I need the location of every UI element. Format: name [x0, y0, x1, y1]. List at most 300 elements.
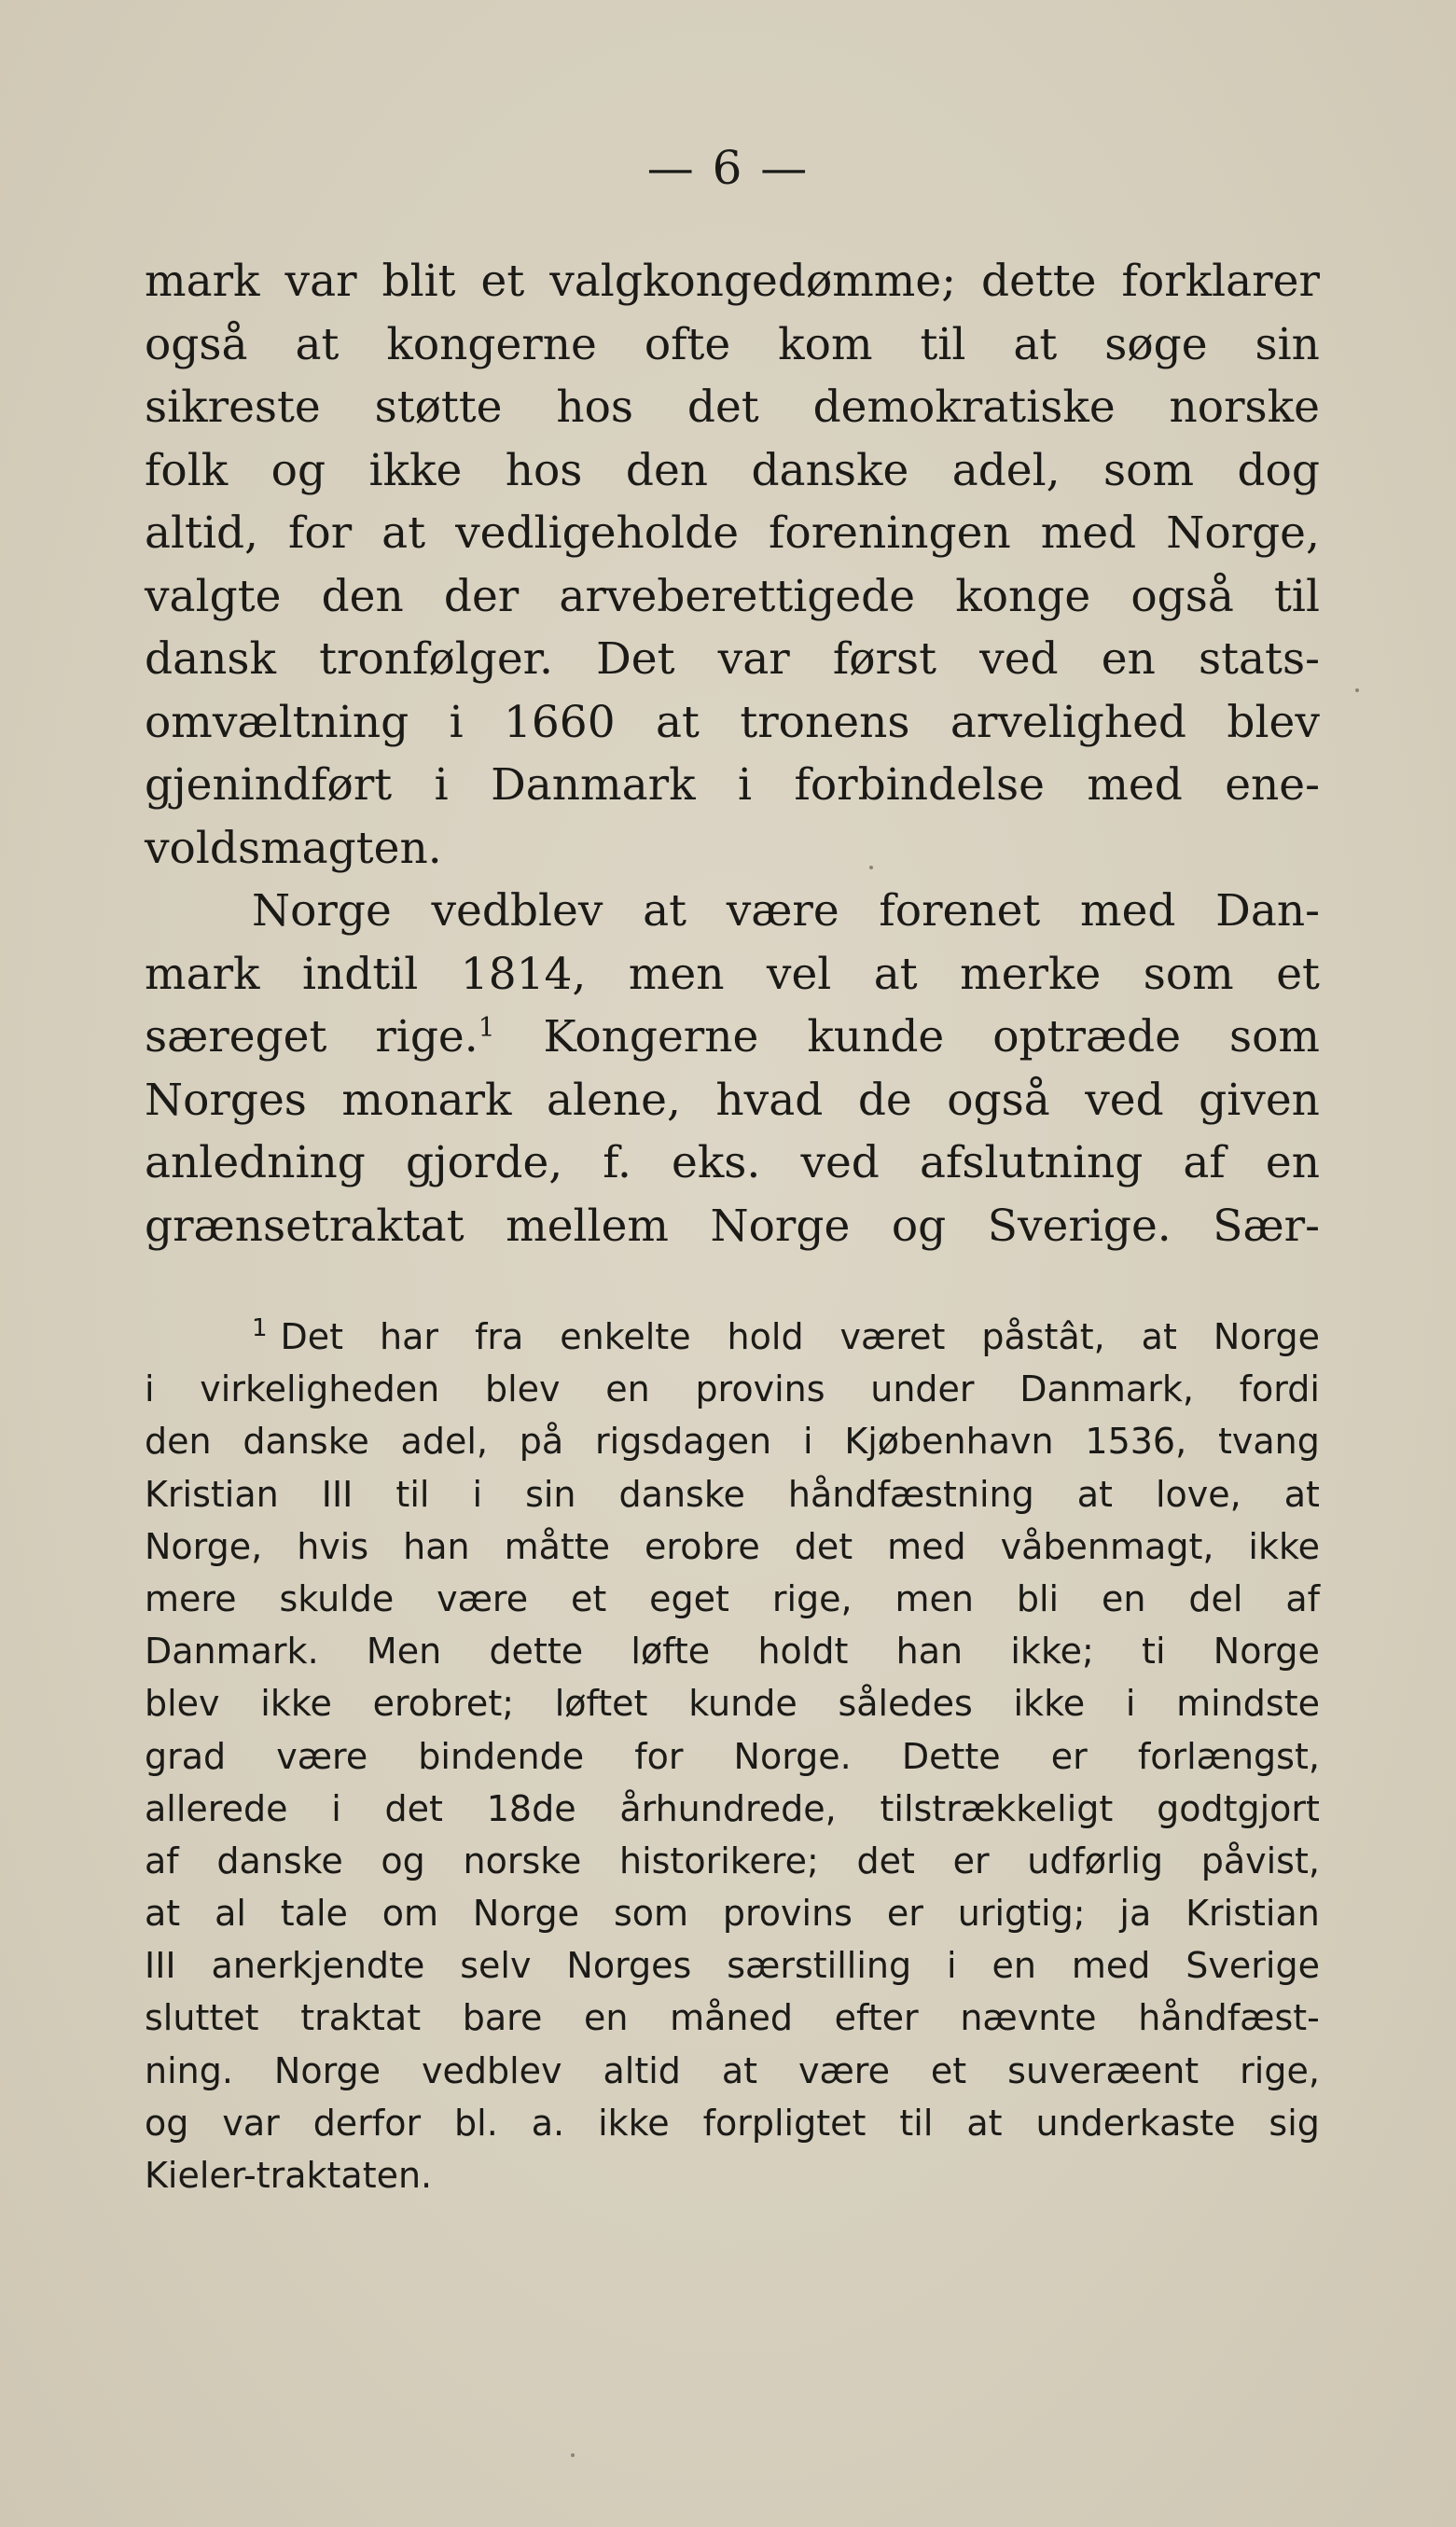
- word: norske: [463, 1840, 582, 1881]
- word: en: [1101, 633, 1156, 685]
- body-line: [145, 502, 1320, 565]
- word: er: [1050, 1735, 1088, 1777]
- word: blev: [484, 1368, 561, 1410]
- word: kunde: [807, 1011, 945, 1062]
- word: Norge: [1213, 1631, 1320, 1673]
- word: tale: [280, 1893, 348, 1935]
- word: til: [395, 1473, 430, 1515]
- word: eks.: [672, 1137, 761, 1188]
- word: i: [472, 1473, 483, 1515]
- word: en: [991, 1945, 1036, 1987]
- word: traktat: [300, 1997, 422, 2039]
- word: forenet: [879, 885, 1041, 937]
- word: alene,: [547, 1074, 681, 1126]
- word: folk: [145, 444, 229, 496]
- footnote-line: [145, 1415, 1320, 1467]
- word: Norges: [145, 1074, 307, 1126]
- word: Dette: [901, 1735, 1001, 1777]
- word: søge: [1104, 318, 1208, 370]
- footnote-marker: 1: [252, 1314, 268, 1343]
- word: Norge,: [1166, 507, 1320, 559]
- word: foreningen: [769, 507, 1011, 559]
- word: men: [628, 948, 725, 1000]
- word: men: [894, 1577, 974, 1619]
- footnote-line: [145, 1887, 1320, 1939]
- word: at: [1013, 318, 1058, 370]
- word: ikke: [260, 1683, 332, 1725]
- footnote-line: [145, 1939, 1320, 1992]
- word: til: [899, 2102, 934, 2144]
- body-text: [145, 250, 1320, 1257]
- word: valgkongedømme;: [549, 256, 957, 307]
- word: Sverige.: [987, 1200, 1172, 1252]
- word: historikere;: [618, 1840, 819, 1881]
- word: måtte: [504, 1525, 611, 1567]
- word: hvis: [297, 1525, 369, 1567]
- word: mellem: [506, 1200, 669, 1252]
- body-line: [145, 1132, 1320, 1195]
- word: særstilling: [727, 1945, 912, 1987]
- word: en: [605, 1368, 650, 1410]
- word: tvang: [1218, 1421, 1320, 1463]
- footnote-line: [145, 2149, 1320, 2201]
- footnote-line: [145, 1573, 1320, 1625]
- word: og: [270, 444, 326, 496]
- word: i: [145, 1368, 155, 1410]
- word: rigsdagen: [595, 1421, 772, 1463]
- footnote-line: [145, 1625, 1320, 1677]
- word: love,: [1155, 1473, 1241, 1515]
- word: Kristian: [1186, 1893, 1320, 1935]
- word: særeget: [145, 1011, 327, 1062]
- word: Det: [596, 633, 675, 685]
- word: urigtig;: [957, 1893, 1086, 1935]
- word: være: [798, 2049, 890, 2091]
- word: allerede: [145, 1787, 288, 1829]
- word: at: [873, 948, 918, 1000]
- word: hos: [505, 444, 583, 496]
- word: kom: [778, 318, 873, 370]
- body-line: [145, 439, 1320, 503]
- word: også: [1130, 570, 1234, 622]
- word: Det: [280, 1316, 344, 1357]
- word: efter: [834, 1997, 919, 2039]
- word: forbindelse: [794, 759, 1045, 811]
- word: 1814,: [460, 948, 587, 1000]
- word: bl.: [454, 2102, 498, 2144]
- footnote-line: [145, 1835, 1320, 1887]
- word: ikke: [1248, 1525, 1320, 1567]
- word: med: [1087, 759, 1183, 811]
- word: erobret;: [372, 1683, 515, 1725]
- word: erobre: [645, 1525, 760, 1567]
- footnote-line: [145, 1311, 1320, 1363]
- word: i: [434, 759, 449, 811]
- word: at: [1283, 1473, 1320, 1515]
- word: danske: [216, 1840, 343, 1881]
- word: som: [1143, 948, 1234, 1000]
- word: 1660: [504, 696, 616, 748]
- paper-speck: [869, 866, 873, 869]
- word: forlængst,: [1137, 1735, 1320, 1777]
- word: kongerne: [386, 318, 597, 370]
- word: danske: [618, 1473, 745, 1515]
- body-line: [145, 817, 1320, 881]
- word: påstât,: [981, 1316, 1105, 1357]
- word: løfte: [631, 1631, 711, 1673]
- body-line: [145, 691, 1320, 755]
- body-line: [145, 1006, 1320, 1069]
- word: på: [519, 1421, 564, 1463]
- word: rige.: [375, 1011, 478, 1062]
- word: gjorde,: [405, 1137, 563, 1188]
- footnote: [145, 1311, 1320, 2201]
- word-with-footnote: [375, 1006, 494, 1069]
- word: mere: [145, 1577, 237, 1619]
- word: en: [583, 1997, 629, 2039]
- footnote-line: [145, 2097, 1320, 2149]
- word: dog: [1237, 444, 1320, 496]
- word: mark: [145, 948, 260, 1000]
- word: bare: [462, 1997, 543, 2039]
- word: Kieler-traktaten.: [145, 2155, 433, 2196]
- word: til: [1274, 570, 1320, 622]
- word: med: [887, 1525, 966, 1567]
- word: eget: [649, 1577, 729, 1619]
- word: bindende: [418, 1735, 585, 1777]
- word: i: [738, 759, 753, 811]
- word: sin: [1255, 318, 1320, 370]
- word: merke: [960, 948, 1102, 1000]
- word: sin: [525, 1473, 576, 1515]
- word: rige,: [1240, 2049, 1320, 2091]
- word: i: [331, 1787, 341, 1829]
- word: Danmark: [491, 759, 696, 811]
- word: et: [930, 2049, 967, 2091]
- word: Norge.: [733, 1735, 852, 1777]
- body-line: [145, 1069, 1320, 1132]
- word: ved: [1085, 1074, 1164, 1126]
- word: ofte: [644, 318, 731, 370]
- word: at: [1076, 1473, 1113, 1515]
- word: at: [966, 2102, 1003, 2144]
- word: og: [145, 2102, 189, 2144]
- word: som: [1103, 444, 1195, 496]
- word: valgte: [145, 570, 282, 622]
- word: den: [145, 1421, 212, 1463]
- word: anerkjendte: [211, 1945, 425, 1987]
- word: tilstrækkeligt: [880, 1787, 1114, 1829]
- word: arvelighed: [950, 696, 1187, 748]
- word: stats-: [1199, 633, 1320, 685]
- footnote-line: [145, 1363, 1320, 1415]
- word: Kongerne: [543, 1011, 759, 1062]
- word: norske: [1169, 382, 1320, 433]
- word: det: [686, 382, 759, 433]
- word: det: [384, 1787, 443, 1829]
- word: ikke: [1013, 1683, 1086, 1725]
- word: var: [284, 256, 357, 307]
- word: 18de: [486, 1787, 576, 1829]
- word: grænsetraktat: [145, 1200, 465, 1252]
- word: forpligtet: [702, 2102, 867, 2144]
- footnote-line: [145, 1992, 1320, 2044]
- word: Norge,: [145, 1525, 263, 1567]
- word: var: [222, 2102, 280, 2144]
- word: fordi: [1239, 1368, 1320, 1410]
- word: voldsmagten.: [145, 822, 442, 874]
- word: som: [1229, 1011, 1320, 1062]
- word: med: [1040, 507, 1137, 559]
- word: for: [288, 507, 353, 559]
- word: sluttet: [145, 1997, 259, 2039]
- word: III: [321, 1473, 354, 1515]
- word: påvist,: [1200, 1840, 1320, 1881]
- word: at: [721, 2049, 758, 2091]
- word: det: [794, 1525, 853, 1567]
- word: støtte: [374, 382, 503, 433]
- word: udførlig: [1027, 1840, 1163, 1881]
- word: danske: [243, 1421, 369, 1463]
- body-line: [145, 754, 1320, 817]
- word: Norge: [273, 2049, 381, 2091]
- word: anledning: [145, 1137, 366, 1188]
- word: Danmark,: [1019, 1368, 1194, 1410]
- word: også: [947, 1074, 1050, 1126]
- word: var: [717, 633, 790, 685]
- word: Norge: [472, 1893, 580, 1935]
- word: de: [857, 1074, 912, 1126]
- word: afslutning: [919, 1137, 1144, 1188]
- word: et: [570, 1577, 607, 1619]
- word: monark: [341, 1074, 512, 1126]
- word: vel: [766, 948, 832, 1000]
- word: våbenmagt,: [1000, 1525, 1214, 1567]
- word: del: [1188, 1577, 1243, 1619]
- word: ene-: [1225, 759, 1320, 811]
- word: i: [449, 696, 464, 748]
- word: han: [895, 1631, 964, 1673]
- word: suveræent: [1007, 2049, 1199, 2091]
- word: håndfæstning: [787, 1473, 1034, 1515]
- word: den: [321, 570, 404, 622]
- word: arveberettigede: [559, 570, 916, 622]
- word: være: [726, 885, 839, 937]
- footnote-line: [145, 1520, 1320, 1573]
- body-line: [145, 880, 1320, 943]
- word: ti: [1142, 1631, 1166, 1673]
- word: Norges: [566, 1945, 692, 1987]
- word: mindste: [1176, 1683, 1320, 1725]
- word: ning.: [145, 2049, 233, 2091]
- word: i: [947, 1945, 957, 1987]
- word: Norge: [1213, 1316, 1320, 1357]
- word: han: [403, 1525, 470, 1567]
- word: af: [1183, 1137, 1226, 1188]
- word: under: [870, 1368, 975, 1410]
- word: al: [215, 1893, 246, 1935]
- word: mark: [145, 256, 260, 307]
- word: holdt: [757, 1631, 849, 1673]
- word: blit: [381, 256, 456, 307]
- word: adel,: [400, 1421, 488, 1463]
- word: altid: [603, 2049, 681, 2091]
- footnote-line: [145, 1783, 1320, 1835]
- word: også: [145, 318, 248, 370]
- word: for: [634, 1735, 684, 1777]
- word: ja: [1119, 1893, 1152, 1935]
- word: sikreste: [145, 382, 321, 433]
- word: et: [1276, 948, 1320, 1000]
- word: at: [1141, 1316, 1177, 1357]
- word: at: [145, 1893, 181, 1935]
- word: er: [952, 1840, 990, 1881]
- word: derfor: [312, 2102, 422, 2144]
- word: gjenindført: [145, 759, 393, 811]
- word: tronfølger.: [319, 633, 553, 685]
- word: århundrede,: [619, 1787, 837, 1829]
- body-line: [145, 313, 1320, 377]
- word: Norge: [710, 1200, 851, 1252]
- word: hos: [556, 382, 634, 433]
- word: ikke: [368, 444, 463, 496]
- footnote-line: [145, 2045, 1320, 2097]
- word: og: [381, 1840, 425, 1881]
- body-line: [145, 943, 1320, 1007]
- page-number: — 6 —: [646, 141, 810, 195]
- word: et: [480, 256, 525, 307]
- footnote-start: [252, 1311, 343, 1363]
- word: forklarer: [1121, 256, 1320, 307]
- word: a.: [531, 2102, 565, 2144]
- word: ved: [979, 633, 1059, 685]
- word: at: [643, 885, 687, 937]
- word: Norge: [252, 885, 392, 937]
- word: og: [891, 1200, 947, 1252]
- body-line: [145, 1195, 1320, 1258]
- word: 1536,: [1085, 1421, 1187, 1463]
- word: hvad: [715, 1074, 824, 1126]
- word: indtil: [302, 948, 419, 1000]
- word: vedblev: [431, 885, 603, 937]
- word: af: [145, 1840, 179, 1881]
- word: måned: [670, 1997, 793, 2039]
- word: godtgjort: [1157, 1787, 1320, 1829]
- word: underkaste: [1035, 2102, 1236, 2144]
- word: optræde: [992, 1011, 1182, 1062]
- word: ved: [800, 1137, 880, 1188]
- word: demokratiske: [812, 382, 1116, 433]
- word: håndfæst-: [1138, 1997, 1320, 2039]
- word: blev: [1227, 696, 1320, 748]
- word: således: [838, 1683, 973, 1725]
- word: enkelte: [560, 1316, 691, 1357]
- word: være: [276, 1735, 368, 1777]
- footnote-line: [145, 1468, 1320, 1520]
- word: rige,: [771, 1577, 853, 1619]
- word: vedligeholde: [455, 507, 740, 559]
- body-line: [145, 376, 1320, 439]
- word: har: [380, 1316, 439, 1357]
- word: tronens: [740, 696, 910, 748]
- footnote-line: [145, 1677, 1320, 1729]
- word: med: [1071, 1945, 1151, 1987]
- word: om: [381, 1893, 439, 1935]
- word: der: [443, 570, 520, 622]
- word: f.: [603, 1137, 631, 1188]
- paper-speck: [1355, 688, 1359, 692]
- word: Danmark.: [145, 1631, 319, 1673]
- body-line: [145, 628, 1320, 691]
- word: været: [839, 1316, 946, 1357]
- word: provins: [722, 1893, 853, 1935]
- word: med: [1080, 885, 1176, 937]
- word: bli: [1016, 1577, 1060, 1619]
- word: selv: [460, 1945, 532, 1987]
- word: blev: [145, 1683, 220, 1725]
- word: virkeligheden: [200, 1368, 440, 1410]
- word: provins: [695, 1368, 825, 1410]
- word: Sær-: [1213, 1200, 1320, 1252]
- word: i: [1125, 1683, 1136, 1725]
- word: dansk: [145, 633, 276, 685]
- word: en: [1102, 1577, 1146, 1619]
- word: at: [381, 507, 426, 559]
- word: kunde: [688, 1683, 797, 1725]
- word: vedblev: [421, 2049, 562, 2091]
- word: III: [145, 1945, 176, 1987]
- word: til: [920, 318, 966, 370]
- word: en: [1265, 1137, 1320, 1188]
- word: Kjøbenhavn: [844, 1421, 1054, 1463]
- footnote-line: [145, 1730, 1320, 1783]
- word: i: [802, 1421, 813, 1463]
- word: at: [656, 696, 700, 748]
- word: ikke: [598, 2102, 670, 2144]
- word: at: [295, 318, 340, 370]
- paper-speck: [571, 2453, 575, 2457]
- word: den: [625, 444, 709, 496]
- word: Men: [366, 1631, 442, 1673]
- footnote-reference: 1: [478, 1011, 495, 1043]
- word: danske: [751, 444, 909, 496]
- word: hold: [727, 1316, 804, 1357]
- word: dette: [489, 1631, 584, 1673]
- word: given: [1199, 1074, 1320, 1126]
- word: dette: [981, 256, 1097, 307]
- word: ikke;: [1010, 1631, 1094, 1673]
- word: altid,: [145, 507, 258, 559]
- word: grad: [145, 1735, 227, 1777]
- word: Sverige: [1186, 1945, 1320, 1987]
- word: nævnte: [960, 1997, 1097, 2039]
- word: adel,: [951, 444, 1061, 496]
- body-line: [145, 250, 1320, 313]
- word: omvæltning: [145, 696, 409, 748]
- word: fra: [475, 1316, 524, 1357]
- word: som: [613, 1893, 689, 1935]
- word: skulde: [279, 1577, 395, 1619]
- word: være: [437, 1577, 529, 1619]
- word: Kristian: [145, 1473, 279, 1515]
- word: Dan-: [1215, 885, 1320, 937]
- word: sig: [1269, 2102, 1320, 2144]
- word: det: [856, 1840, 915, 1881]
- body-line: [145, 565, 1320, 629]
- word: løftet: [554, 1683, 648, 1725]
- word: er: [886, 1893, 923, 1935]
- word: konge: [955, 570, 1091, 622]
